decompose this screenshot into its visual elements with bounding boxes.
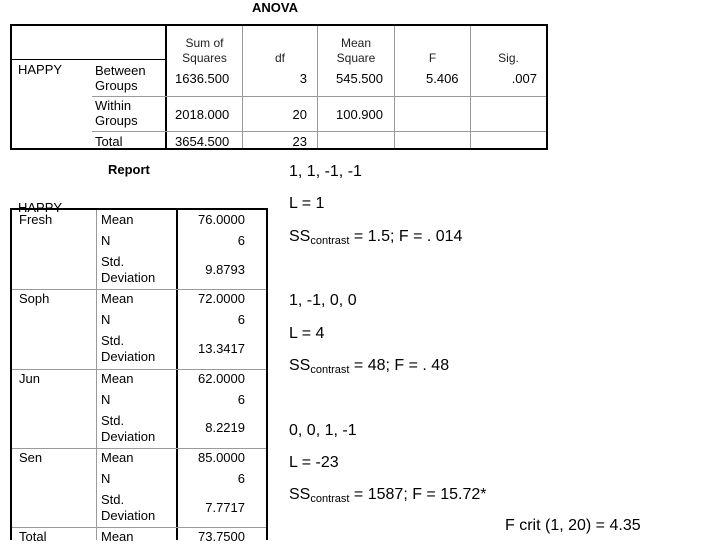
row-label-between: Between Groups bbox=[95, 63, 146, 93]
contrast-1-ss: $SS_{contrast} = 1.5$; F = . 014 bbox=[289, 228, 463, 247]
cell-n-fresh: 6 bbox=[237, 233, 245, 248]
anova-title: ANOVA bbox=[252, 0, 298, 15]
stat-label-mean: Mean bbox=[101, 212, 134, 227]
stat-label-mean: Mean bbox=[101, 371, 134, 386]
cell-sig-between: .007 bbox=[511, 71, 537, 86]
contrast-3-weights: 0, 0, 1, -1 bbox=[289, 422, 357, 439]
group-label-total: Total bbox=[19, 529, 47, 544]
cell-n-sen: 6 bbox=[237, 471, 245, 486]
header-sum-of-squares: Sum of Squares bbox=[182, 36, 227, 65]
cell-mean-sen: 85.0000 bbox=[198, 450, 245, 465]
header-f: F bbox=[428, 51, 437, 65]
cell-mean-soph: 72.0000 bbox=[198, 291, 245, 306]
stat-label-n: N bbox=[101, 392, 111, 407]
cell-df-total: 23 bbox=[292, 134, 307, 149]
contrast-3-ss: $SS_{contrast} = 1587$; F = 15.72* bbox=[289, 486, 487, 505]
stat-label-mean: Mean bbox=[101, 450, 134, 465]
stat-label-n: N bbox=[101, 471, 111, 486]
cell-sd-soph: 13.3417 bbox=[198, 341, 245, 356]
stat-label-mean: Mean bbox=[101, 291, 134, 306]
anova-dv-label: HAPPY bbox=[18, 62, 63, 77]
header-sig: Sig. bbox=[498, 51, 519, 65]
cell-df-between: 3 bbox=[299, 71, 307, 86]
cell-sd-jun: 8.2219 bbox=[205, 420, 245, 435]
group-label-sen: Sen bbox=[19, 450, 43, 465]
cell-n-soph: 6 bbox=[237, 312, 245, 327]
cell-ms-within: 100.900 bbox=[336, 107, 383, 122]
stat-label-n: N bbox=[101, 312, 111, 327]
cell-ss-within: 2018.000 bbox=[175, 107, 230, 122]
report-title: Report bbox=[108, 162, 150, 177]
header-df: df bbox=[274, 51, 285, 65]
stat-label-mean: Mean bbox=[101, 529, 134, 544]
header-mean-square: Mean Square bbox=[336, 36, 376, 65]
cell-f-between: 5.406 bbox=[426, 71, 459, 86]
row-label-total: Total bbox=[95, 134, 123, 149]
cell-ss-total: 3654.500 bbox=[175, 134, 230, 149]
contrast-1-l: L = 1 bbox=[289, 195, 325, 212]
contrast-3-l: L = -23 bbox=[289, 454, 339, 471]
cell-sd-sen: 7.7717 bbox=[205, 500, 245, 515]
cell-n-jun: 6 bbox=[237, 392, 245, 407]
contrast-1-weights: 1, 1, -1, -1 bbox=[289, 163, 362, 180]
stat-label-sd: Std. Deviation bbox=[101, 413, 156, 444]
contrast-2-l: L = 4 bbox=[289, 325, 325, 342]
stat-label-sd: Std. Deviation bbox=[101, 333, 156, 364]
cell-ss-between: 1636.500 bbox=[175, 71, 230, 86]
cell-mean-jun: 62.0000 bbox=[198, 371, 245, 386]
stat-label-n: N bbox=[101, 233, 111, 248]
cell-mean-total: 73.7500 bbox=[198, 529, 245, 544]
cell-sd-fresh: 9.8793 bbox=[205, 262, 245, 277]
cell-ms-between: 545.500 bbox=[336, 71, 383, 86]
group-label-soph: Soph bbox=[19, 291, 50, 306]
stat-label-sd: Std. Deviation bbox=[101, 492, 156, 523]
row-label-within: Within Groups bbox=[95, 98, 138, 128]
group-label-fresh: Fresh bbox=[19, 212, 53, 227]
stat-label-sd: Std. Deviation bbox=[101, 254, 156, 285]
cell-df-within: 20 bbox=[292, 107, 307, 122]
group-label-jun: Jun bbox=[19, 371, 40, 386]
f-critical: F crit (1, 20) = 4.35 bbox=[505, 517, 641, 534]
contrast-2-weights: 1, -1, 0, 0 bbox=[289, 292, 357, 309]
cell-mean-fresh: 76.0000 bbox=[198, 212, 245, 227]
contrast-2-ss: $SS_{contrast} = 48$; F = . 48 bbox=[289, 357, 450, 376]
